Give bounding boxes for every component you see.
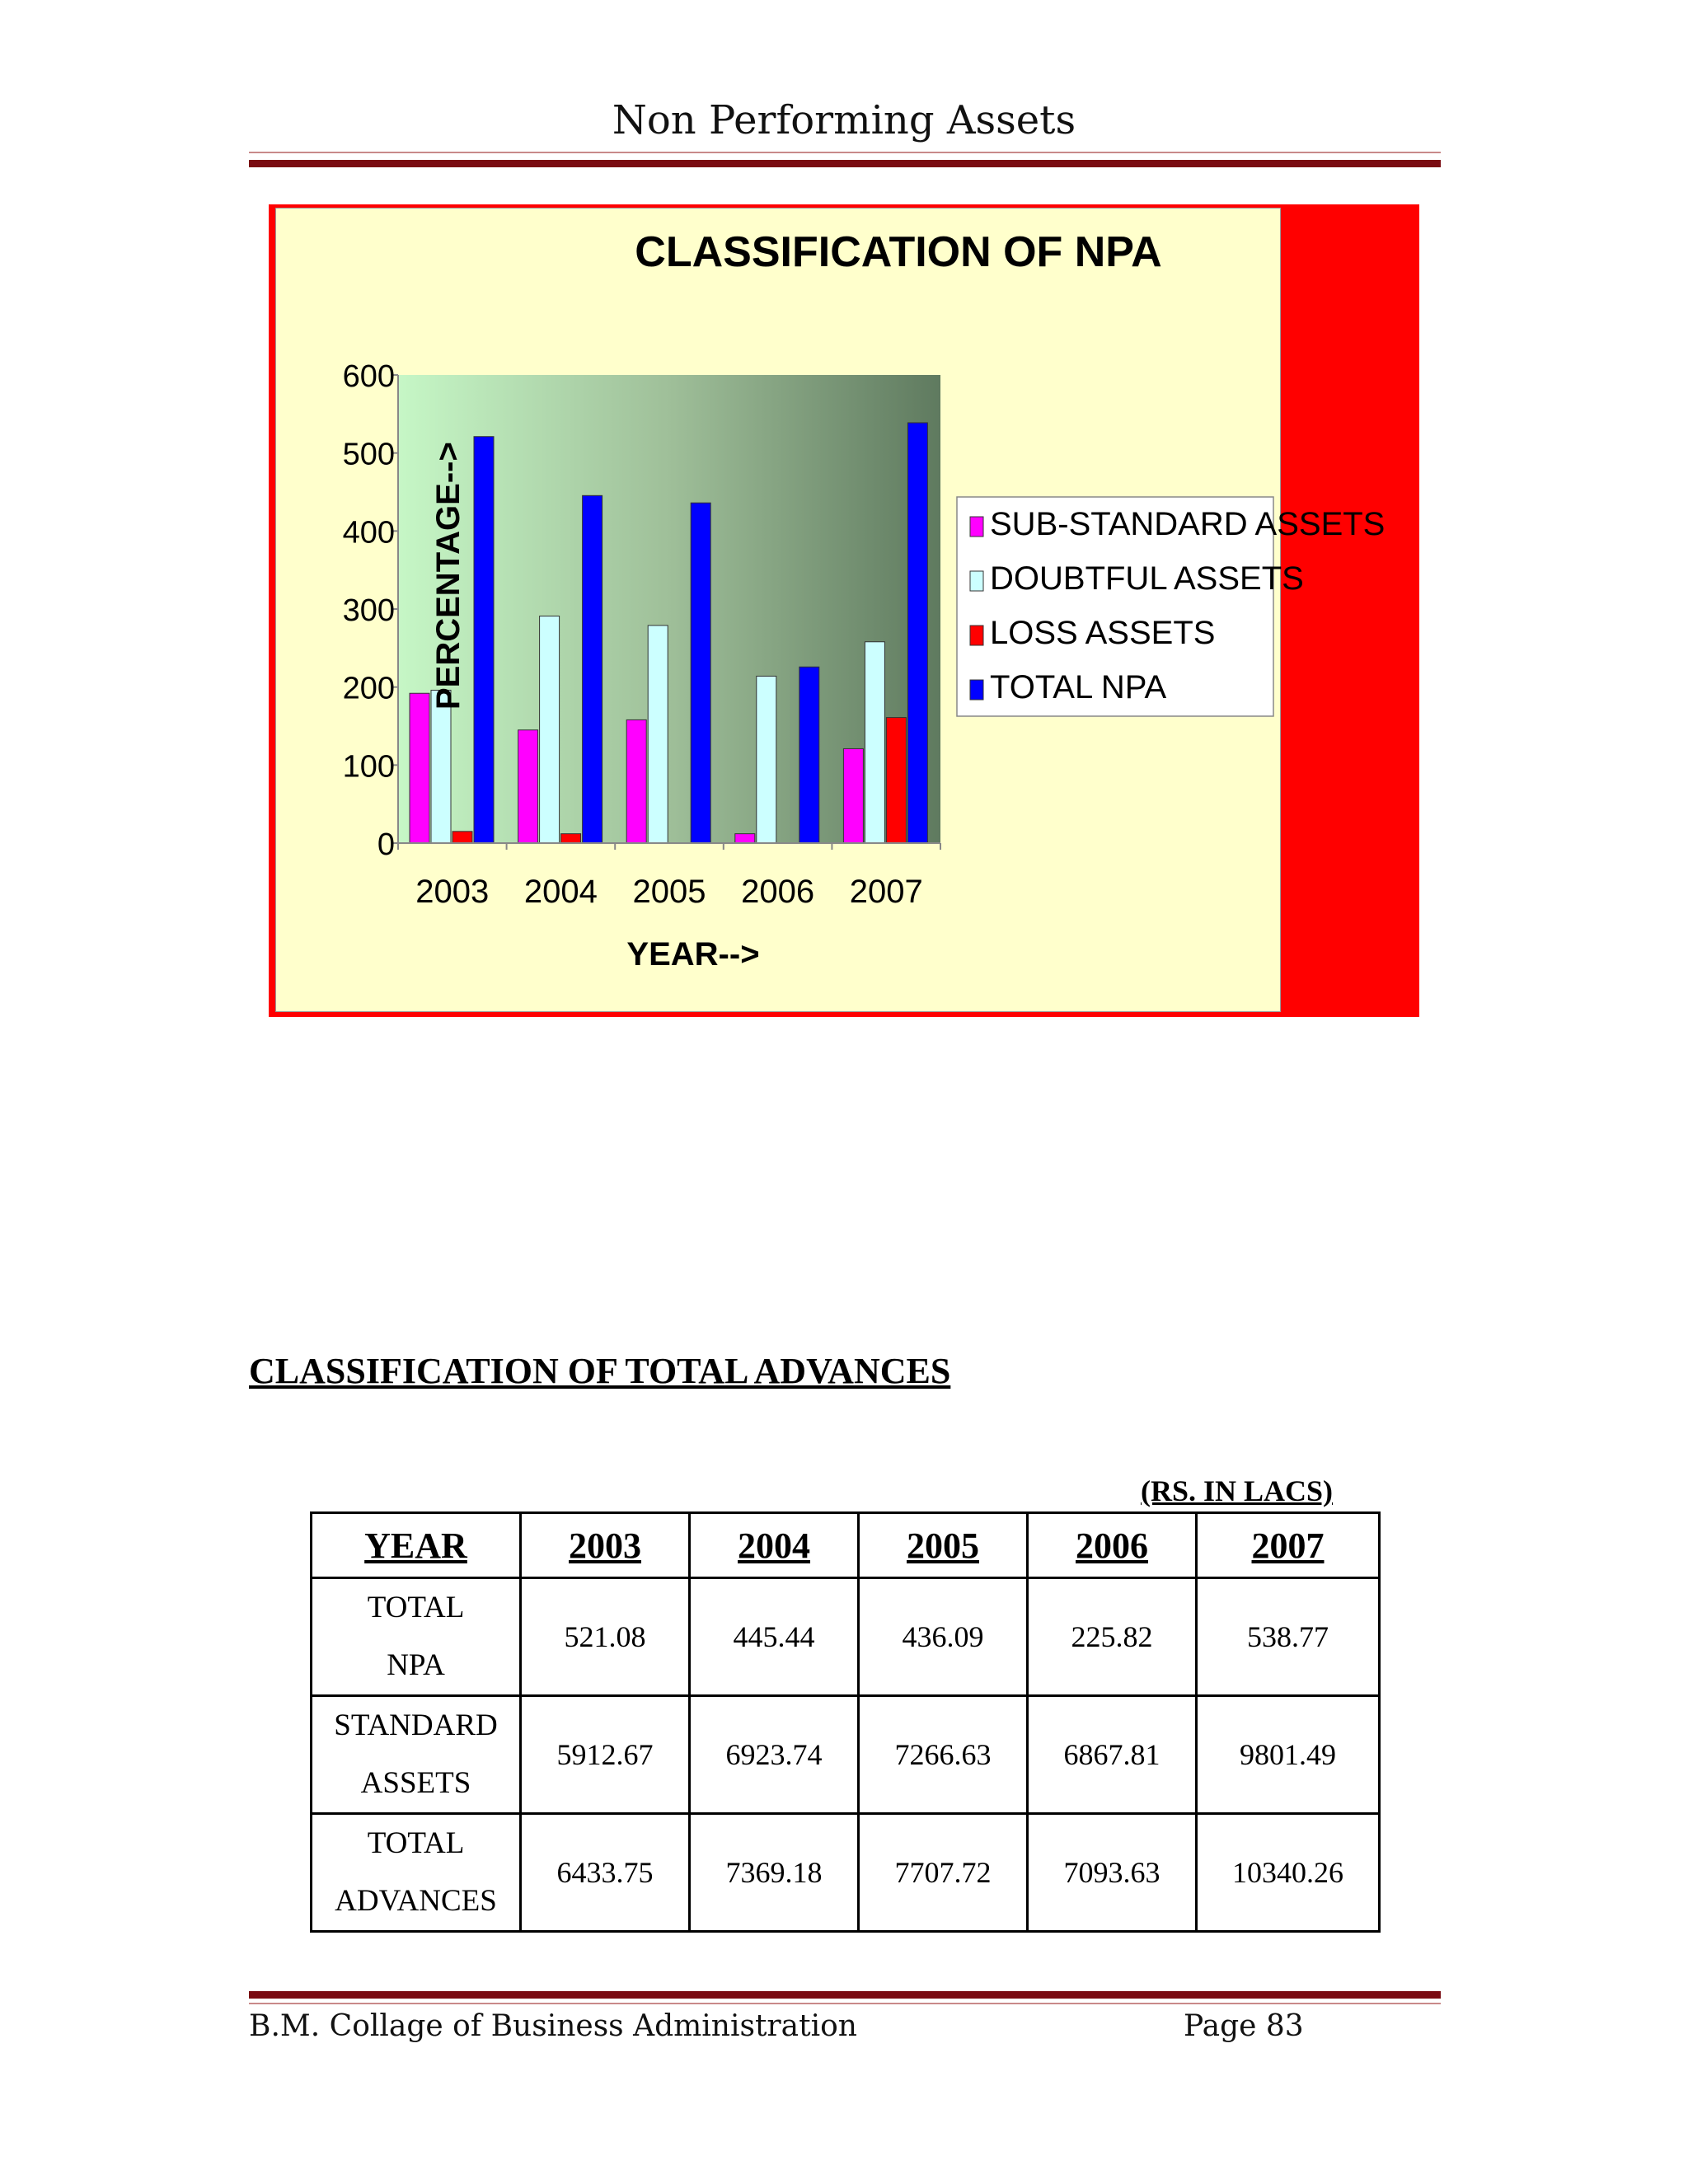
legend-label: LOSS ASSETS [990, 615, 1216, 651]
npa-chart-area [275, 208, 1386, 1012]
chart-title: CLASSIFICATION OF NPA [635, 228, 1162, 276]
advances-heading: CLASSIFICATION OF TOTAL ADVANCES [249, 1351, 951, 1391]
table-row [312, 1578, 1380, 1696]
bar-loss-assets-2007 [886, 718, 906, 843]
legend-swatch [970, 626, 983, 645]
header-rule-thin [249, 152, 1441, 153]
row-label: STANDARD ASSETS [312, 1696, 521, 1814]
row-label: TOTAL NPA [312, 1578, 521, 1696]
row-label: TOTAL ADVANCES [312, 1814, 521, 1932]
bar-total-npa-2003 [474, 437, 494, 843]
table-cell: 538.77 [1197, 1578, 1380, 1696]
bar-loss-assets-2004 [561, 834, 581, 843]
table-cell: 6433.75 [521, 1814, 690, 1932]
header-cell: 2007 [1197, 1513, 1380, 1578]
table-row [312, 1696, 1380, 1814]
x-tick-label: 2005 [632, 874, 706, 910]
footer-page-number: Page 83 [1184, 2009, 1304, 2043]
footer-rule-thin [249, 2003, 1441, 2004]
bar-doubtful-assets-2003 [431, 690, 451, 843]
bar-sub-standard-assets-2007 [843, 748, 863, 843]
table-cell: 225.82 [1028, 1578, 1197, 1696]
x-tick-label: 2006 [741, 874, 815, 910]
bar-total-npa-2007 [907, 423, 927, 843]
table-cell: 6923.74 [690, 1696, 859, 1814]
table-cell: 521.08 [521, 1578, 690, 1696]
advances-table [310, 1511, 1381, 1933]
bar-sub-standard-assets-2006 [735, 834, 755, 843]
table-cell: 7707.72 [859, 1814, 1028, 1932]
table-cell: 7093.63 [1028, 1814, 1197, 1932]
x-tick-label: 2007 [849, 874, 923, 910]
bar-sub-standard-assets-2004 [518, 730, 538, 843]
table-cell: 10340.26 [1197, 1814, 1380, 1932]
table-cell: 436.09 [859, 1578, 1028, 1696]
legend-label: SUB-STANDARD ASSETS [990, 506, 1386, 542]
legend-swatch [970, 517, 983, 537]
bar-total-npa-2004 [583, 495, 603, 843]
header-rule-thick [249, 160, 1441, 167]
header-cell: 2004 [690, 1513, 859, 1578]
header-year: YEAR [312, 1513, 521, 1578]
header-cell: 2005 [859, 1513, 1028, 1578]
y-tick-label: 600 [342, 359, 395, 394]
bar-total-npa-2005 [691, 503, 710, 843]
y-tick-label: 400 [342, 515, 395, 551]
footer-rule-thick [249, 1991, 1441, 1999]
table-row [312, 1814, 1380, 1932]
npa-chart-frame [269, 204, 1419, 1017]
bar-doubtful-assets-2004 [540, 616, 560, 843]
table-cell: 5912.67 [521, 1696, 690, 1814]
footer-college-name: B.M. Collage of Business Administration [249, 2009, 857, 2043]
table-cell: 7266.63 [859, 1696, 1028, 1814]
bar-loss-assets-2003 [452, 832, 472, 843]
bar-sub-standard-assets-2003 [410, 693, 429, 843]
y-tick-label: 500 [342, 437, 395, 472]
y-tick-label: 100 [342, 749, 395, 785]
chart-legend [957, 497, 1385, 716]
legend-swatch [970, 571, 983, 591]
bar-sub-standard-assets-2005 [626, 719, 646, 843]
npa-chart [276, 209, 1386, 1011]
bar-total-npa-2006 [799, 667, 819, 843]
table-cell: 445.44 [690, 1578, 859, 1696]
y-tick-label: 0 [377, 827, 395, 862]
table-cell: 6867.81 [1028, 1696, 1197, 1814]
bar-doubtful-assets-2007 [865, 642, 884, 843]
table-cell: 9801.49 [1197, 1696, 1380, 1814]
table-header-row [312, 1513, 1380, 1578]
page-header-title: Non Performing Assets [612, 97, 1076, 143]
x-axis-label: YEAR--> [626, 936, 760, 972]
unit-note: (RS. IN LACS) [1141, 1474, 1334, 1507]
legend-label: DOUBTFUL ASSETS [990, 560, 1304, 597]
header-cell: 2003 [521, 1513, 690, 1578]
bar-doubtful-assets-2006 [757, 676, 776, 843]
legend-swatch [970, 680, 983, 700]
table-cell: 7369.18 [690, 1814, 859, 1932]
legend-label: TOTAL NPA [990, 669, 1167, 705]
bar-doubtful-assets-2005 [648, 626, 668, 843]
y-axis-label: PERCENTAGE--> [430, 442, 467, 710]
y-tick-label: 200 [342, 671, 395, 706]
x-tick-label: 2003 [415, 874, 490, 910]
header-cell: 2006 [1028, 1513, 1197, 1578]
y-tick-label: 300 [342, 593, 395, 628]
x-tick-label: 2004 [523, 874, 598, 910]
